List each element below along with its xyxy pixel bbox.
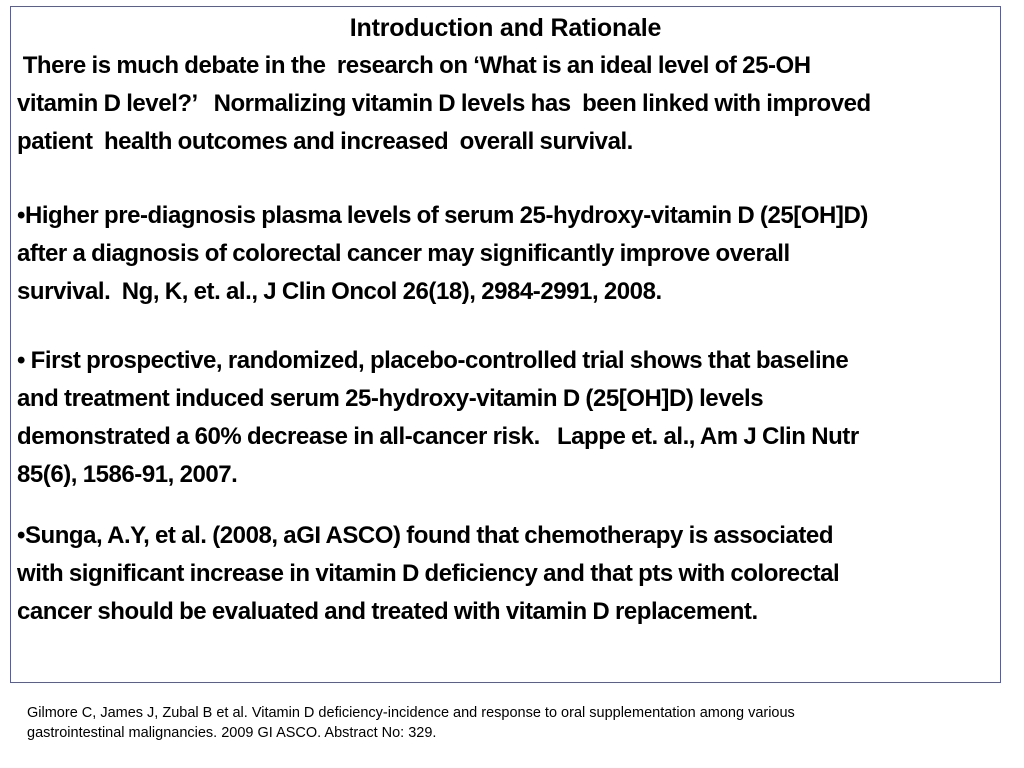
bullet-ng-colorectal-survival: •Higher pre-diagnosis plasma levels of serum 25-hydroxy-vitamin D (25[OH]D) after a diagnosis of colorectal cancer may significantly improve overall survival. Ng, K, et. al., J Clin Oncol 26(18), 2984-2991, 2008. (17, 202, 868, 305)
bullet-lappe-trial: • First prospective, randomized, placebo-controlled trial shows that baseline and treatment induced serum 25-hydroxy-vitamin D (25[OH]D) levels demonstrated a 60% decrease in all-cancer risk. Lappe et. al., Am J Clin Nutr 85(6), 1586-91, 2007. (17, 347, 859, 488)
slide-title: Introduction and Rationale (349, 14, 662, 42)
slide-content-box (10, 6, 1001, 683)
bullet-sunga-chemotherapy: •Sunga, A.Y, et al. (2008, aGI ASCO) found that chemotherapy is associated with significant increase in vitamin D deficiency and that pts with colorectal cancer should be evaluated and treated with vitamin D replacement. (17, 522, 840, 625)
intro-paragraph: There is much debate in the research on ‘What is an ideal level of 25-OH vitamin D level?’ Normalizing vitamin D levels has been linked with improved patient health outcomes and increased overall survival. (17, 52, 871, 155)
footnote-citation: Gilmore C, James J, Zubal B et al. Vitamin D deficiency-incidence and response to oral supplementation among various gastrointestinal malignancies. 2009 GI ASCO. Abstract No: 329. (27, 705, 795, 741)
